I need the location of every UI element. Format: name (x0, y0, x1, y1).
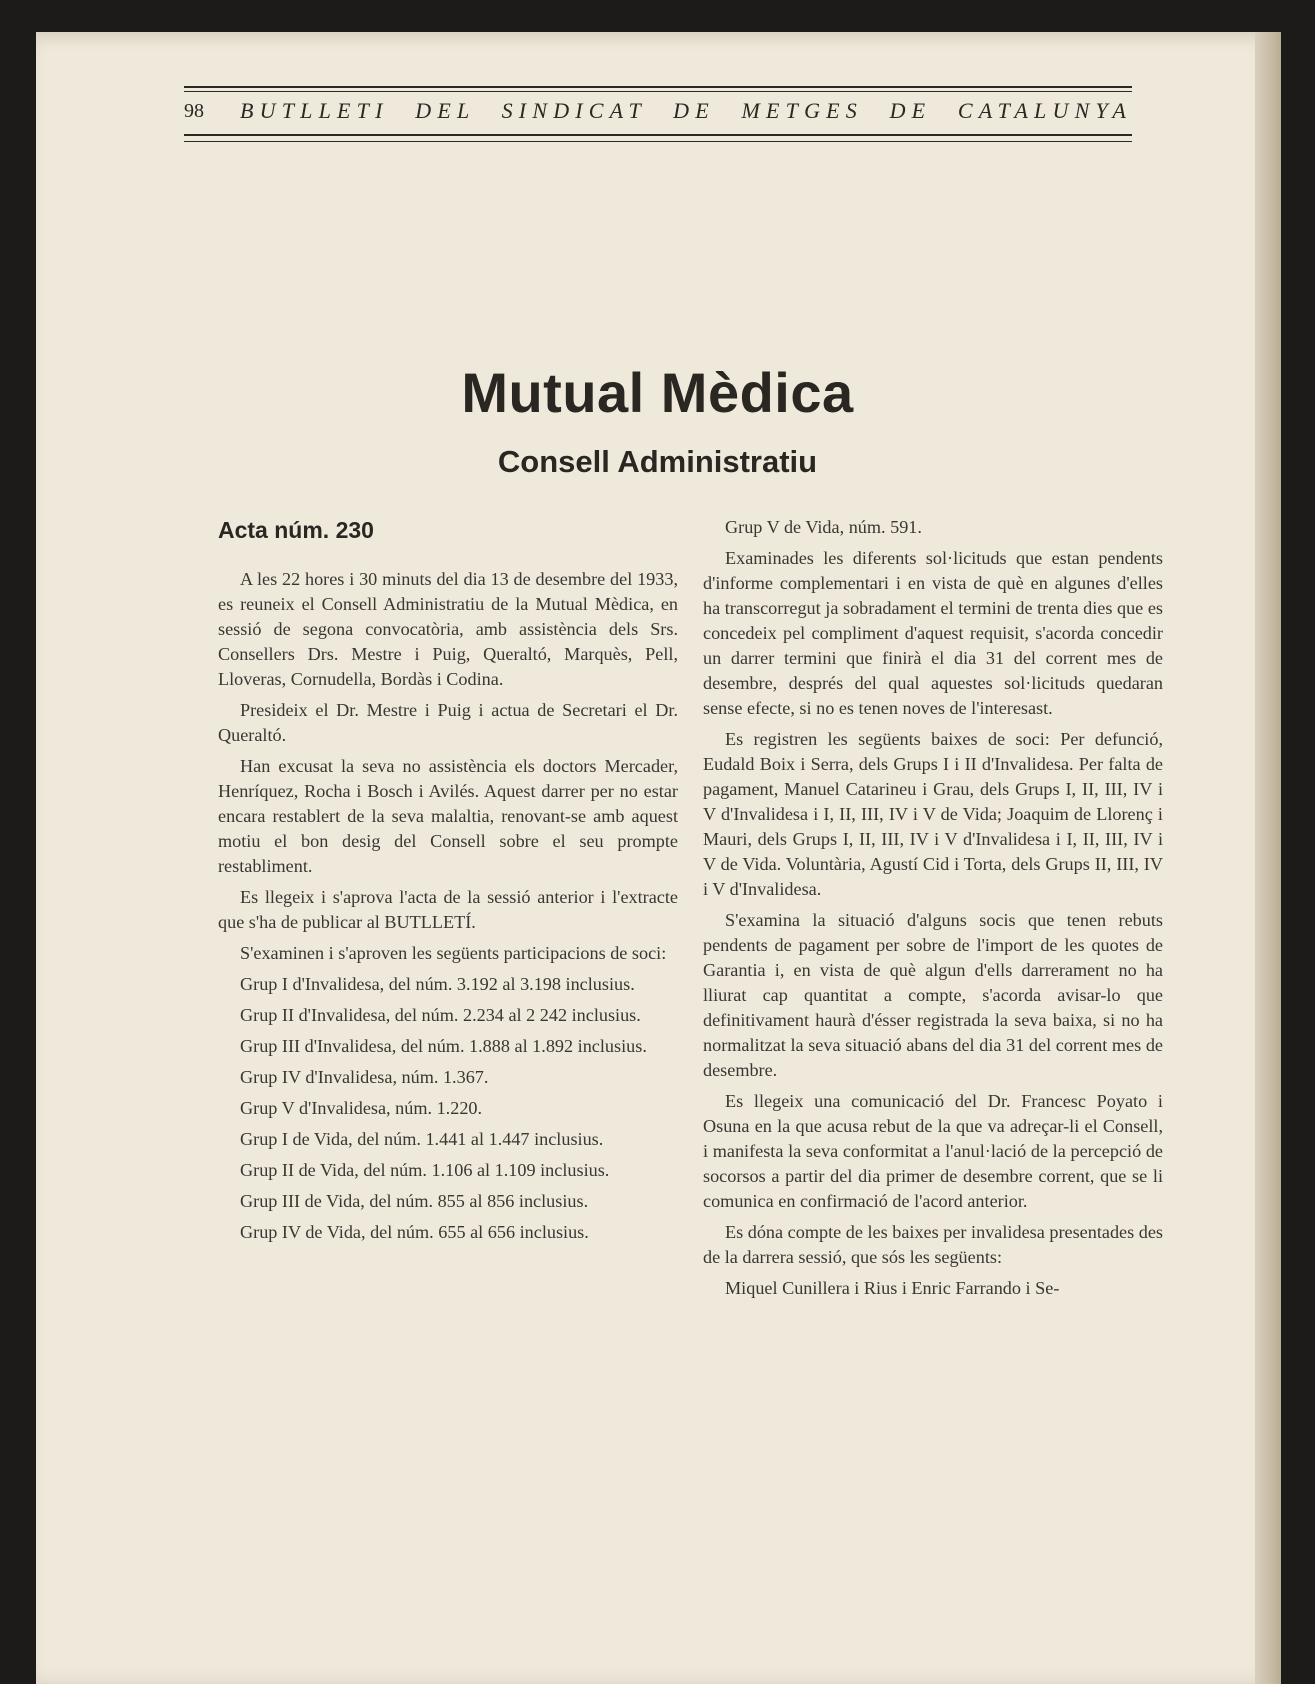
article-subtitle: Consell Administratiu (497, 443, 818, 479)
paragraph: Grup V de Vida, núm. 591. (725, 517, 922, 537)
paragraph: Miquel Cunillera i Rius i Enric Farrando i Se- (725, 1278, 1060, 1298)
paragraph: Es dóna compte de les baixes per invalidesa presentades des de la darrera sessió, que sós les següents: (703, 1222, 1163, 1267)
list-item: Grup I d'Invalidesa, del núm. 3.192 al 3.198 inclusius. (240, 974, 635, 994)
list-item: Grup III de Vida, del núm. 855 al 856 inclusius. (240, 1191, 589, 1211)
header-rule (184, 141, 1132, 142)
list-item: Grup V d'Invalidesa, núm. 1.220. (240, 1098, 483, 1118)
paragraph: Es llegeix i s'aprova l'acta de la sessió anterior i l'extracte que s'ha de publicar al BUTLLETÍ. (218, 887, 678, 932)
paragraph: S'examina la situació d'alguns socis que tenen rebuts pendents de pagament per sobre de l'import de les quotes de Garantia i, en vista de què algun d'ells darrerament no ha lliurat cap quantitat a compte, s'acorda avisar-lo que definitivament haurà d'ésser registrada la seva baixa, si no ha normalitzat la seva situació abans del dia 31 del corrent mes de desembre. (703, 910, 1163, 1080)
running-header (184, 86, 1132, 142)
list-item: Grup IV de Vida, del núm. 655 al 656 inclusius. (240, 1222, 589, 1242)
header-rule (184, 134, 1132, 136)
list-item: Grup II de Vida, del núm. 1.106 al 1.109 inclusius. (240, 1160, 610, 1180)
paragraph: Han excusat la seva no assistència els doctors Mercader, Henríquez, Rocha i Bosch i Avilés. Aquest darrer per no estar encara restablert de la seva malaltia, renovant-se amb aquest motiu el bon desig del Consell sobre el seu prompte restabliment. (218, 756, 678, 876)
page-edge (1255, 32, 1281, 1684)
list-item: Grup II d'Invalidesa, del núm. 2.234 al 2 242 inclusius. (240, 1005, 641, 1025)
right-column (703, 515, 1163, 1307)
article-title: Mutual Mèdica (461, 360, 854, 424)
journal-title: BUTLLETI DEL SINDICAT DE METGES DE CATALUNYA (240, 98, 1132, 123)
paragraph: A les 22 hores i 30 minuts del dia 13 de desembre del 1933, es reuneix el Consell Administratiu de la Mutual Mèdica, en sessió de segona convocatòria, amb assistència dels Srs. Consellers Drs. Mestre i Puig, Queraltó, Marquès, Pell, Lloveras, Cornudella, Bordàs i Codina. (218, 569, 678, 689)
paragraph: Es registren les següents baixes de soci: Per defunció, Eudald Boix i Serra, dels Grups I i II d'Invalidesa. Per falta de pagament, Manuel Catarineu i Grau, dels Grups I, II, III, IV i V d'Invalidesa i I, II, III, IV i V de Vida; Joaquim de Llorenç i Mauri, dels Grups I, II, III, IV i V d'Invalidesa i I, II, III, IV i V de Vida. Voluntària, Agustí Cid i Torta, dels Grups II, III, IV i V d'Invalidesa. (703, 729, 1163, 899)
page-number: 98 (184, 100, 204, 122)
list-item: Grup III d'Invalidesa, del núm. 1.888 al 1.892 inclusius. (240, 1036, 647, 1056)
paragraph: Es llegeix una comunicació del Dr. Francesc Poyato i Osuna en la que acusa rebut de la que va adreçar-li el Consell, i manifesta la seva conformitat a l'anul·lació de la percepció de socorsos a partir del dia primer de desembre corrent, que se li comunica en confirmació de l'acord anterior. (703, 1091, 1163, 1211)
acta-heading: Acta núm. 230 (218, 517, 374, 543)
paragraph: Examinades les diferents sol·licituds que estan pendents d'informe complementari i en vista de què en algunes d'elles ha transcorregut ja sobradament el termini de trenta dies que es concedeix pel compliment d'aquest requisit, s'acorda concedir un darrer termini que finirà el dia 31 del corrent mes de desembre, després del qual aquestes sol·licituds quedaran sense efecte, si no es tenen noves de l'interesast. (703, 548, 1163, 718)
header-rule (184, 86, 1132, 88)
paragraph: S'examinen i s'aproven les següents participacions de soci: (240, 943, 667, 963)
left-column (218, 515, 678, 1251)
list-item: Grup IV d'Invalidesa, núm. 1.367. (240, 1067, 489, 1087)
list-item: Grup I de Vida, del núm. 1.441 al 1.447 inclusius. (240, 1129, 604, 1149)
paragraph: Presideix el Dr. Mestre i Puig i actua de Secretari el Dr. Queraltó. (218, 700, 678, 745)
header-rule (184, 91, 1132, 92)
